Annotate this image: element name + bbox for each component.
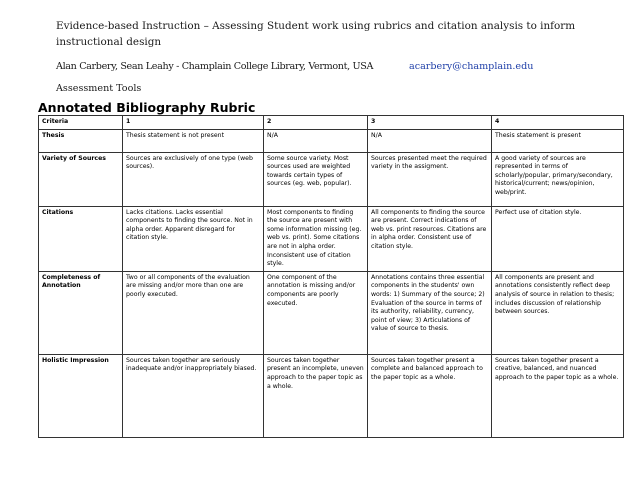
document-title: Evidence-based Instruction – Assessing Student work using rubrics and citation analysis to inform instructional design [56,20,576,48]
criteria-cell: Completeness of Annotation [39,271,123,354]
criteria-cell: Variety of Sources [39,152,123,206]
score-4-cell: All components are present and annotations consistently reflect deep analysis of source in relation to thesis; includes discussion of relationship between sources. [492,271,624,354]
column-header-criteria: Criteria [39,116,123,130]
score-3-cell: Annotations contains three essential components in the students' own words: 1) Summary of the source; 2) Evaluation of the source in terms of its authority, reliability, currency, point of view; 3) Articulations of value of source to thesis. [368,271,492,354]
score-4-cell: Perfect use of citation style. [492,206,624,271]
column-header-score-2: 2 [264,116,368,130]
rubric-row-variety-of-sources [39,152,624,206]
score-2-cell: N/A [264,129,368,152]
criteria-cell: Citations [39,206,123,271]
score-1-cell: Lacks citations. Lacks essential components to finding the source. Not in alpha order. Apparent disregard for citation style. [123,206,264,271]
score-2-cell: Some source variety. Most sources used are weighted towards certain types of sources (eg. web, popular). [264,152,368,206]
score-1-cell: Sources taken together are seriously inadequate and/or inappropriately biased. [123,354,264,437]
score-3-cell: All components to finding the source are present. Correct indications of web vs. print resources. Citations are in alpha order. Consistent use of citation style. [368,206,492,271]
rubric-heading: Annotated Bibliography Rubric [38,100,256,115]
score-2-cell: Most components to finding the source are present with some information missing (eg. web vs. print). Some citations are not in alpha order. Inconsistent use of citation style. [264,206,368,271]
rubric-table [38,115,624,438]
criteria-cell: Thesis [39,129,123,152]
criteria-cell: Holistic Impression [39,354,123,437]
score-1-cell: Thesis statement is not present [123,129,264,152]
rubric-row-thesis [39,129,624,152]
rubric-row-holistic-impression [39,354,624,437]
column-header-score-3: 3 [368,116,492,130]
score-4-cell: Thesis statement is present [492,129,624,152]
score-3-cell: Sources taken together present a complete and balanced approach to the paper topic as a whole. [368,354,492,437]
score-3-cell: N/A [368,129,492,152]
author-email-link[interactable]: acarbery@champlain.edu [409,61,534,72]
author-line: Alan Carbery, Sean Leahy - Champlain College Library, Vermont, USA [56,61,374,72]
score-2-cell: Sources taken together present an incomplete, uneven approach to the paper topic as a whole. [264,354,368,437]
score-4-cell: Sources taken together present a creative, balanced, and nuanced approach to the paper topic as a whole. [492,354,624,437]
rubric-row-completeness-of-annotation [39,271,624,354]
score-4-cell: A good variety of sources are represented in terms of scholarly/popular, primary/secondary, historical/current; news/opinion, web/print. [492,152,624,206]
rubric-row-citations [39,206,624,271]
section-label: Assessment Tools [56,83,142,94]
score-1-cell: Sources are exclusively of one type (web sources). [123,152,264,206]
column-header-score-4: 4 [492,116,624,130]
score-3-cell: Sources presented meet the required variety in the assigment. [368,152,492,206]
rubric-header-row [39,116,624,130]
score-2-cell: One component of the annotation is missing and/or components are poorly executed. [264,271,368,354]
column-header-score-1: 1 [123,116,264,130]
score-1-cell: Two or all components of the evaluation are missing and/or more than one are poorly executed. [123,271,264,354]
